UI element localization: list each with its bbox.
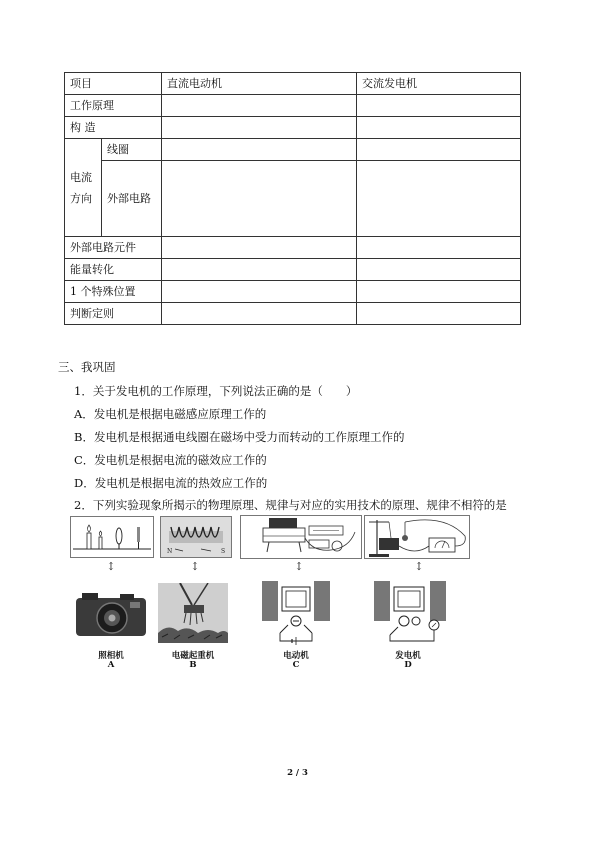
comparison-table — [64, 72, 521, 325]
row-label-external-circuit: 外部电路 — [102, 161, 162, 237]
table-cell — [162, 259, 357, 281]
caption-generator: 发电机 — [395, 651, 421, 661]
table-row — [65, 117, 521, 139]
arrow-c: ↕ — [294, 560, 304, 573]
camera-image — [72, 586, 150, 642]
force-on-current-experiment-image — [240, 515, 362, 559]
section-title: 三、我巩固 — [58, 360, 116, 374]
generator-image — [372, 581, 448, 645]
q2-stem: 2．下列实验现象所揭示的物理原理、规律与对应的实用技术的原理、规律不相符的是 — [74, 498, 507, 512]
label-c: C — [292, 660, 300, 670]
row-label-external-components: 外部电路元件 — [65, 237, 162, 259]
table-cell — [357, 237, 521, 259]
table-cell — [357, 139, 521, 161]
arrow-d: ↕ — [414, 560, 424, 573]
table-row — [65, 281, 521, 303]
table-cell — [357, 281, 521, 303]
q1-option-a: A．发电机是根据电磁感应原理工作的 — [74, 407, 267, 421]
electric-motor-image — [260, 581, 332, 645]
caption-electromagnetic-crane: 电磁起重机 — [171, 651, 215, 661]
row-label-current-direction: 电流方向 — [65, 139, 102, 237]
table-header-row — [65, 73, 521, 95]
row-label-special-position: 1 个特殊位置 — [65, 281, 162, 303]
q2-figure — [68, 515, 530, 675]
table-row — [65, 139, 521, 161]
caption-electric-motor: 电动机 — [283, 651, 309, 661]
table-cell — [162, 281, 357, 303]
table-cell — [162, 161, 357, 237]
svg-text:N: N — [167, 548, 173, 555]
table-row — [65, 237, 521, 259]
label-b: B — [189, 660, 197, 670]
label-a: A — [107, 660, 115, 670]
lens-imaging-experiment-image — [70, 516, 154, 558]
table-cell — [357, 161, 521, 237]
row-label-structure: 构 造 — [65, 117, 162, 139]
header-dc-motor: 直流电动机 — [162, 73, 357, 95]
induction-experiment-image — [364, 515, 470, 559]
row-label-coil: 线圈 — [102, 139, 162, 161]
header-ac-generator: 交流发电机 — [357, 73, 521, 95]
table-cell — [357, 259, 521, 281]
q1-option-c: C．发电机是根据电流的磁效应工作的 — [74, 453, 267, 467]
table-row — [65, 95, 521, 117]
arrow-b: ↕ — [190, 560, 200, 573]
table-row — [65, 259, 521, 281]
svg-text:S: S — [221, 548, 226, 555]
table-cell — [162, 303, 357, 325]
page-number: 2 / 3 — [287, 768, 308, 778]
q1-stem: 1．关于发电机的工作原理，下列说法正确的是（ ） — [74, 384, 358, 398]
table-cell — [357, 95, 521, 117]
header-item: 项目 — [65, 73, 162, 95]
table-cell — [357, 117, 521, 139]
table-cell — [162, 95, 357, 117]
q1-option-d: D．发电机是根据电流的热效应工作的 — [74, 476, 268, 490]
solenoid-experiment-image — [160, 516, 232, 558]
row-label-energy-conversion: 能量转化 — [65, 259, 162, 281]
table-cell — [162, 117, 357, 139]
table-cell — [162, 237, 357, 259]
electromagnetic-crane-image — [158, 583, 228, 643]
row-label-principle: 工作原理 — [65, 95, 162, 117]
table-cell — [162, 139, 357, 161]
table-cell — [357, 303, 521, 325]
q1-option-b: B．发电机是根据通电线圈在磁场中受力而转动的工作原理工作的 — [74, 430, 405, 444]
row-label-rule: 判断定则 — [65, 303, 162, 325]
table-row — [65, 303, 521, 325]
caption-camera: 照相机 — [98, 651, 124, 661]
label-d: D — [404, 660, 412, 670]
arrow-a: ↕ — [106, 560, 116, 573]
table-row — [65, 161, 521, 237]
